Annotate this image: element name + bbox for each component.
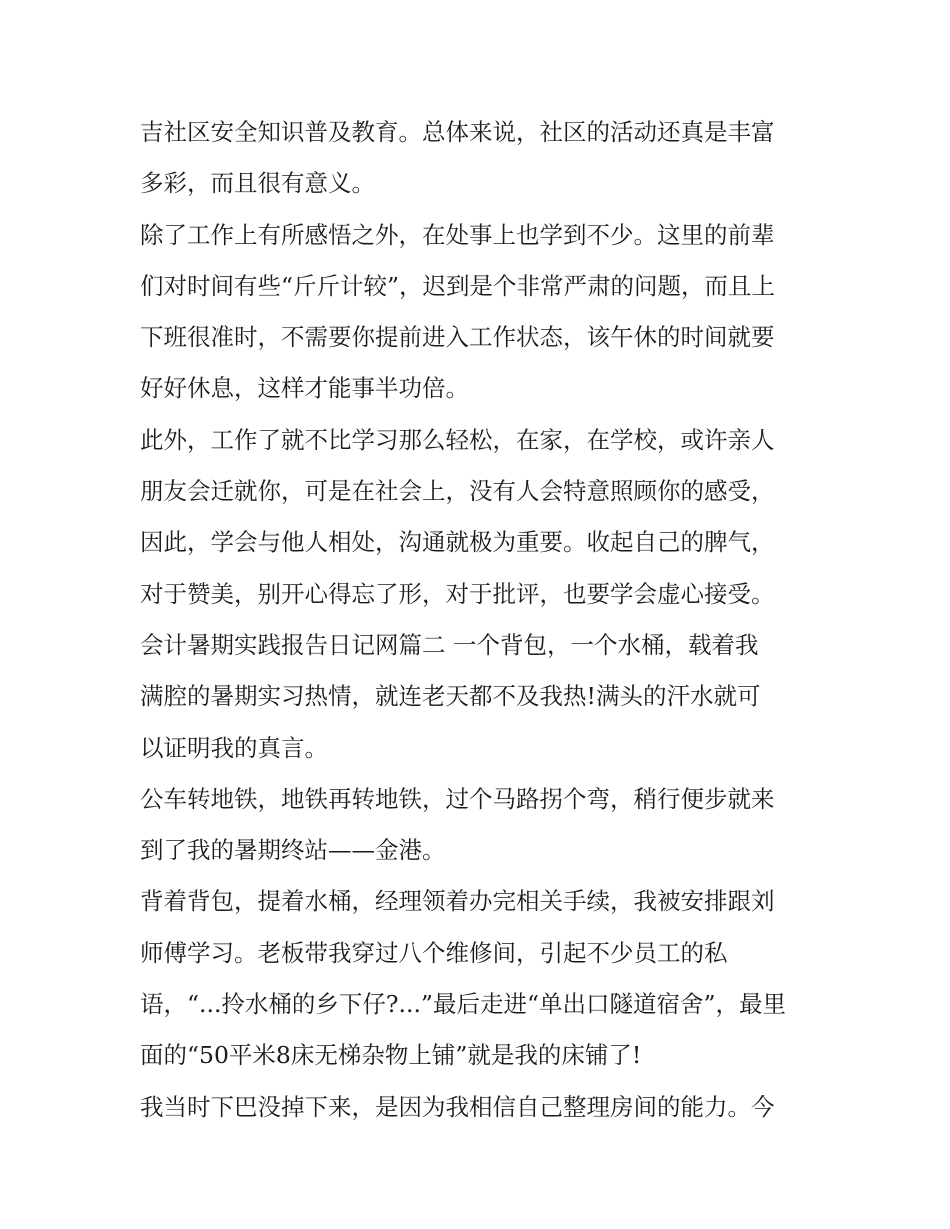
text-line-4: 们对时间有些“斤斤计较”，迟到是个非常严肃的问题，而且上 xyxy=(140,271,776,300)
text-line-20: 我当时下巴没掉下来，是因为我相信自己整理房间的能力。今 xyxy=(140,1092,775,1121)
text-line-6: 好好休息，这样才能事半功倍。 xyxy=(140,374,469,403)
text-line-19: 面的“50平米8床无梯杂物上铺”就是我的床铺了! xyxy=(140,1041,642,1070)
text-line-10: 对于赞美，别开心得忘了形，对于批评，也要学会虚心接受。 xyxy=(140,579,775,608)
text-line-7: 此外，工作了就不比学习那么轻松，在家，在学校，或许亲人 xyxy=(140,425,775,454)
text-line-2: 多彩，而且很有意义。 xyxy=(140,169,375,198)
document-body xyxy=(140,107,820,1133)
text-line-11: 会计暑期实践报告日记网篇二 一个背包，一个水桶，载着我 xyxy=(140,630,759,659)
text-line-9: 因此，学会与他人相处，沟通就极为重要。收起自己的脾气， xyxy=(140,528,775,557)
text-line-8: 朋友会迁就你，可是在社会上，没有人会特意照顾你的感受， xyxy=(140,477,775,506)
text-line-16: 背着背包，提着水桶，经理领着办完相关手续，我被安排跟刘 xyxy=(140,887,775,916)
text-line-1: 吉社区安全知识普及教育。总体来说，社区的活动还真是丰富 xyxy=(140,118,775,146)
text-line-15: 到了我的暑期终站——金港。 xyxy=(140,836,446,865)
text-line-5: 下班很准时，不需要你提前进入工作状态，该午休的时间就要 xyxy=(140,323,775,352)
text-line-17: 师傅学习。老板带我穿过八个维修间，引起不少员工的私 xyxy=(140,938,728,967)
text-line-12: 满腔的暑期实习热情，就连老天都不及我热!满头的汗水就可 xyxy=(140,682,761,711)
text-line-13: 以证明我的真言。 xyxy=(140,733,328,762)
text-line-18: 语，“...拎水桶的乡下仔?...”最后走进“单出口隧道宿舍”，最里 xyxy=(140,990,786,1019)
text-line-3: 除了工作上有所感悟之外，在处事上也学到不少。这里的前辈 xyxy=(140,220,775,249)
text-line-14: 公车转地铁，地铁再转地铁，过个马路拐个弯，稍行便步就来 xyxy=(140,784,775,813)
